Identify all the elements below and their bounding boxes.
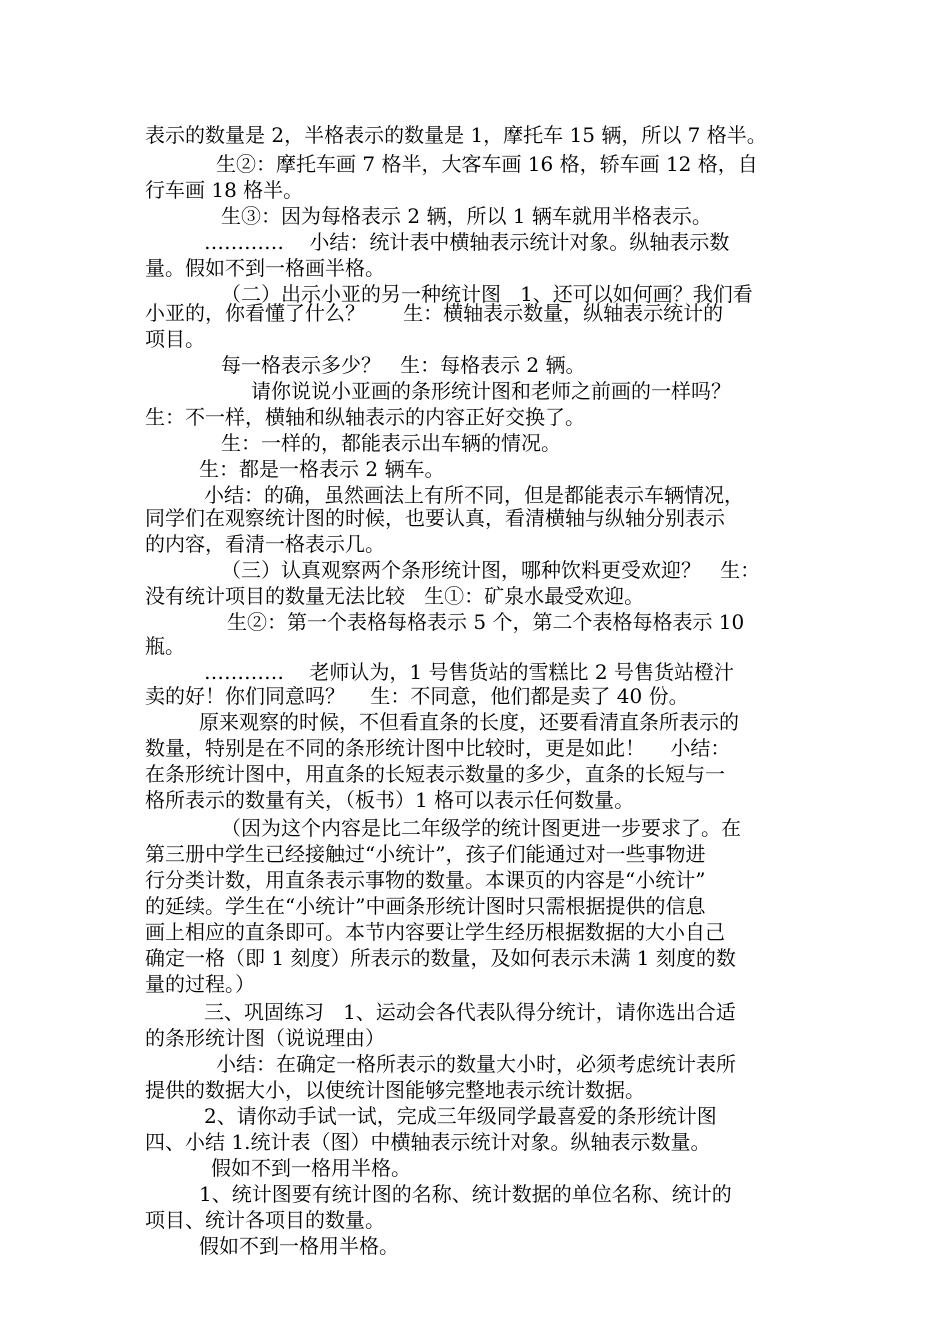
text-line: 三、巩固练习 1、运动会各代表队得分统计，请你选出合适 <box>204 1000 736 1024</box>
text-line: 确定一格（即 1 刻度）所表示的数量，及如何表示未满 1 刻度的数 <box>145 946 736 970</box>
text-line: 小结：在确定一格所表示的数量大小时，必须考虑统计表所 <box>216 1052 736 1076</box>
text-line: 原来观察的时候，不但看直条的长度，还要看清直条所表示的 <box>199 710 739 734</box>
text-line: 小结：的确，虽然画法上有所不同，但是都能表示车辆情况， <box>204 483 744 507</box>
text-line: （二）出示小亚的另一种统计图 1、还可以如何画？我们看 <box>221 282 753 306</box>
text-line: 生：一样的，都能表示出车辆的情况。 <box>221 431 561 455</box>
text-line: 第三册中学生已经接触过“小统计”，孩子们能通过对一些事物进 <box>145 842 706 866</box>
text-line: 生：不一样，横轴和纵轴表示的内容正好交换了。 <box>145 405 585 429</box>
text-line: （三）认真观察两个条形统计图，哪种饮料更受欢迎？ 生： <box>221 558 761 582</box>
text-line: 1、统计图要有统计图的名称、统计数据的单位名称、统计的 <box>199 1182 732 1206</box>
text-line: 项目、统计各项目的数量。 <box>145 1208 385 1232</box>
text-line: 格所表示的数量有关，（板书）1 格可以表示任何数量。 <box>145 788 635 812</box>
text-line: 假如不到一格用半格。 <box>199 1234 399 1258</box>
text-line: 四、小结 1.统计表（图）中横轴表示统计对象。纵轴表示数量。 <box>145 1130 711 1154</box>
text-line: ………… 小结：统计表中横轴表示统计对象。纵轴表示数 <box>204 230 730 254</box>
text-line: 项目。 <box>145 327 205 351</box>
text-line: ………… 老师认为，1 号售货站的雪糕比 2 号售货站橙汁 <box>204 660 734 684</box>
text-line: 同学们在观察统计图的时候，也要认真，看清横轴与纵轴分别表示 <box>145 506 725 530</box>
text-line: 生②：第一个表格每格表示 5 个，第二个表格每格表示 10 <box>227 610 745 634</box>
text-line: 的延续。学生在“小统计”中画条形统计图时只需根据提供的信息 <box>145 894 706 918</box>
text-line: 卖的好！你们同意吗？ 生：不同意，他们都是卖了 40 份。 <box>145 684 689 708</box>
text-line: 假如不到一格用半格。 <box>211 1156 411 1180</box>
text-line: 的内容，看清一格表示几。 <box>145 532 385 556</box>
text-line: 每一格表示多少？ 生：每格表示 2 辆。 <box>221 353 586 377</box>
text-line: 生：都是一格表示 2 辆车。 <box>199 457 445 481</box>
text-line: 2、请你动手试一试，完成三年级同学最喜爱的条形统计图 <box>204 1104 717 1128</box>
text-line: （因为这个内容是比二年级学的统计图更进一步要求了。在 <box>221 816 741 840</box>
text-line: 请你说说小亚画的条形统计图和老师之前画的一样吗？ <box>251 379 731 403</box>
text-line: 没有统计项目的数量无法比较 生①：矿泉水最受欢迎。 <box>145 584 645 608</box>
text-line: 数量，特别是在不同的条形统计图中比较时，更是如此！ 小结： <box>145 736 731 760</box>
text-line: 行分类计数，用直条表示事物的数量。本课页的内容是“小统计” <box>145 868 706 892</box>
text-line: 提供的数据大小，以使统计图能够完整地表示统计数据。 <box>145 1078 645 1102</box>
text-line: 生③：因为每格表示 2 辆，所以 1 辆车就用半格表示。 <box>221 204 712 228</box>
text-line: 在条形统计图中，用直条的长短表示数量的多少，直条的长短与一 <box>145 762 725 786</box>
text-line: 表示的数量是 2，半格表示的数量是 1，摩托车 15 辆，所以 7 格半。 <box>145 123 767 147</box>
text-line: 行车画 18 格半。 <box>145 178 304 202</box>
text-line: 的条形统计图（说说理由） <box>145 1026 385 1050</box>
text-line: 瓶。 <box>145 634 185 658</box>
text-line: 量的过程。） <box>145 972 255 996</box>
text-line: 量。假如不到一格画半格。 <box>145 256 385 280</box>
text-line: 生②：摩托车画 7 格半，大客车画 16 格，轿车画 12 格，自 <box>216 152 758 176</box>
text-line: 小亚的，你看懂了什么？ 生：横轴表示数量，纵轴表示统计的 <box>145 301 724 325</box>
text-line: 画上相应的直条即可。本节内容要让学生经历根据数据的大小自己 <box>145 920 725 944</box>
